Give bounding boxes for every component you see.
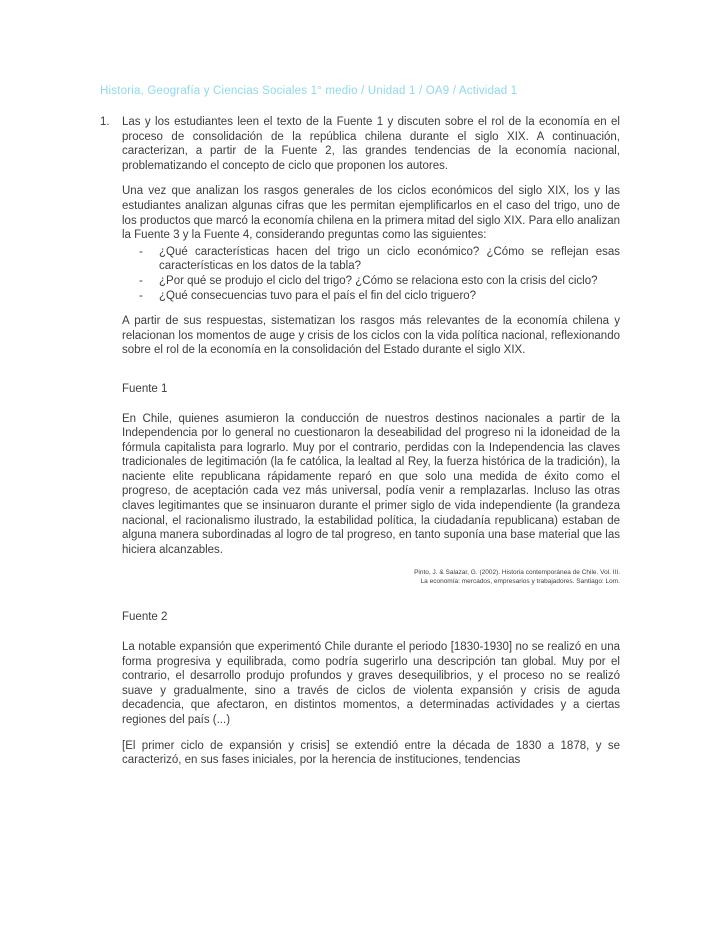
dash-bullet: - [139,289,143,302]
question-item [122,289,620,304]
citation-line: Pinto, J. & Salazar, G. (2002). Historia contemporánea de Chile. Vol. III. [414,569,620,577]
question-text: ¿Qué consecuencias tuvo para el país el fin del ciclo triguero? [159,289,477,302]
page-title: Historia, Geografía y Ciencias Sociales 1° medio / Unidad 1 / OA9 / Actividad 1 [100,85,518,97]
dash-bullet: - [139,274,143,287]
fuente-2-text-1: La notable expansión que experimentó Chile durante el periodo [1830-1930] no se realizó en una forma progresiva y equilibrada, como podría sugerirlo una descripción tan global. Muy por el contrario, el desarrollo produjo profundos y graves desequilibrios, y el proceso no se realizó suave y gradualmente, sino a través de ciclos de violenta expansión y crisis de aguda decadencia, que afectaron, en distintos momentos, a determinadas actividades y a ciertas regiones del país (...) [122,641,620,726]
activity-item [100,115,620,779]
paragraph-intro: Las y los estudiantes leen el texto de la Fuente 1 y discuten sobre el rol de la economía en el proceso de consolidación de la república chilena durante el siglo XIX. A continuación, caracterizan, a partir de la Fuente 2, las grandes tendencias de la economía nacional, problematizando el concepto de ciclo que proponen los autores. [122,116,620,172]
question-text: ¿Por qué se produjo el ciclo del trigo? ¿Cómo se relaciona esto con la crisis del ciclo? [159,274,598,287]
item-number: 1. [100,116,110,128]
fuente-2-text-2: [El primer ciclo de expansión y crisis] se extendió entre la década de 1830 a 1878, y se caracterizó, en sus fases iniciales, por la herencia de instituciones, tendencias [122,739,620,767]
fuente-1-heading: Fuente 1 [122,382,168,395]
question-list [122,245,620,303]
citation-line: La economía: mercados, empresarios y trabajadores. Santiago: Lom. [420,578,620,586]
dash-bullet: - [139,245,143,258]
question-text: ¿Qué características hacen del trigo un ciclo económico? ¿Cómo se reflejan esas características en los datos de la tabla? [159,245,620,273]
paragraph-synthesis: A partir de sus respuestas, sistematizan los rasgos más relevantes de la economía chilena y relacionan los momentos de auge y crisis de los ciclos con la vida política nacional, reflexionando sobre el rol de la economía en la consolidación del Estado durante el siglo XIX. [122,315,620,357]
activity-body [122,115,620,779]
paragraph-analysis: Una vez que analizan los rasgos generales de los ciclos económicos del siglo XIX, los y las estudiantes analizan algunas cifras que les permitan ejemplificarlos en el caso del trigo, uno de los productos que marcó la economía chilena en la primera mitad del siglo XIX. Para ello analizan la Fuente 3 y la Fuente 4, considerando preguntas como las siguientes: [122,185,620,242]
fuente-1-citation [122,568,620,586]
fuente-1-text: En Chile, quienes asumieron la conducción de nuestros destinos nacionales a partir de la Independencia por lo general no cuestionaron la deseabilidad del progreso ni la idoneidad de la fórmula capitalista para lograrlo. Muy por el contrario, perdidas con la Independencia las claves tradicionales de legitimación (la fe católica, la lealtad al Rey, la fuerza histórica de la tradición), la naciente elite republicana rápidamente reparó en que solo una medida de éxito como el progreso, de aceptación cada vez más universal, podía venir a remplazarlas. Incluso las otras claves legitimantes que se insinuaron durante el primer siglo de vida independiente (la grandeza nacional, el racionalismo ilustrado, la estabilidad política, la ciudadanía republicana) estaban de alguna manera subordinadas al logro de tal progreso, en tanto suponía una base material que las hiciera alcanzables. [122,412,620,556]
fuente-2-heading: Fuente 2 [122,611,168,624]
question-item [122,245,620,274]
question-item [122,274,620,289]
